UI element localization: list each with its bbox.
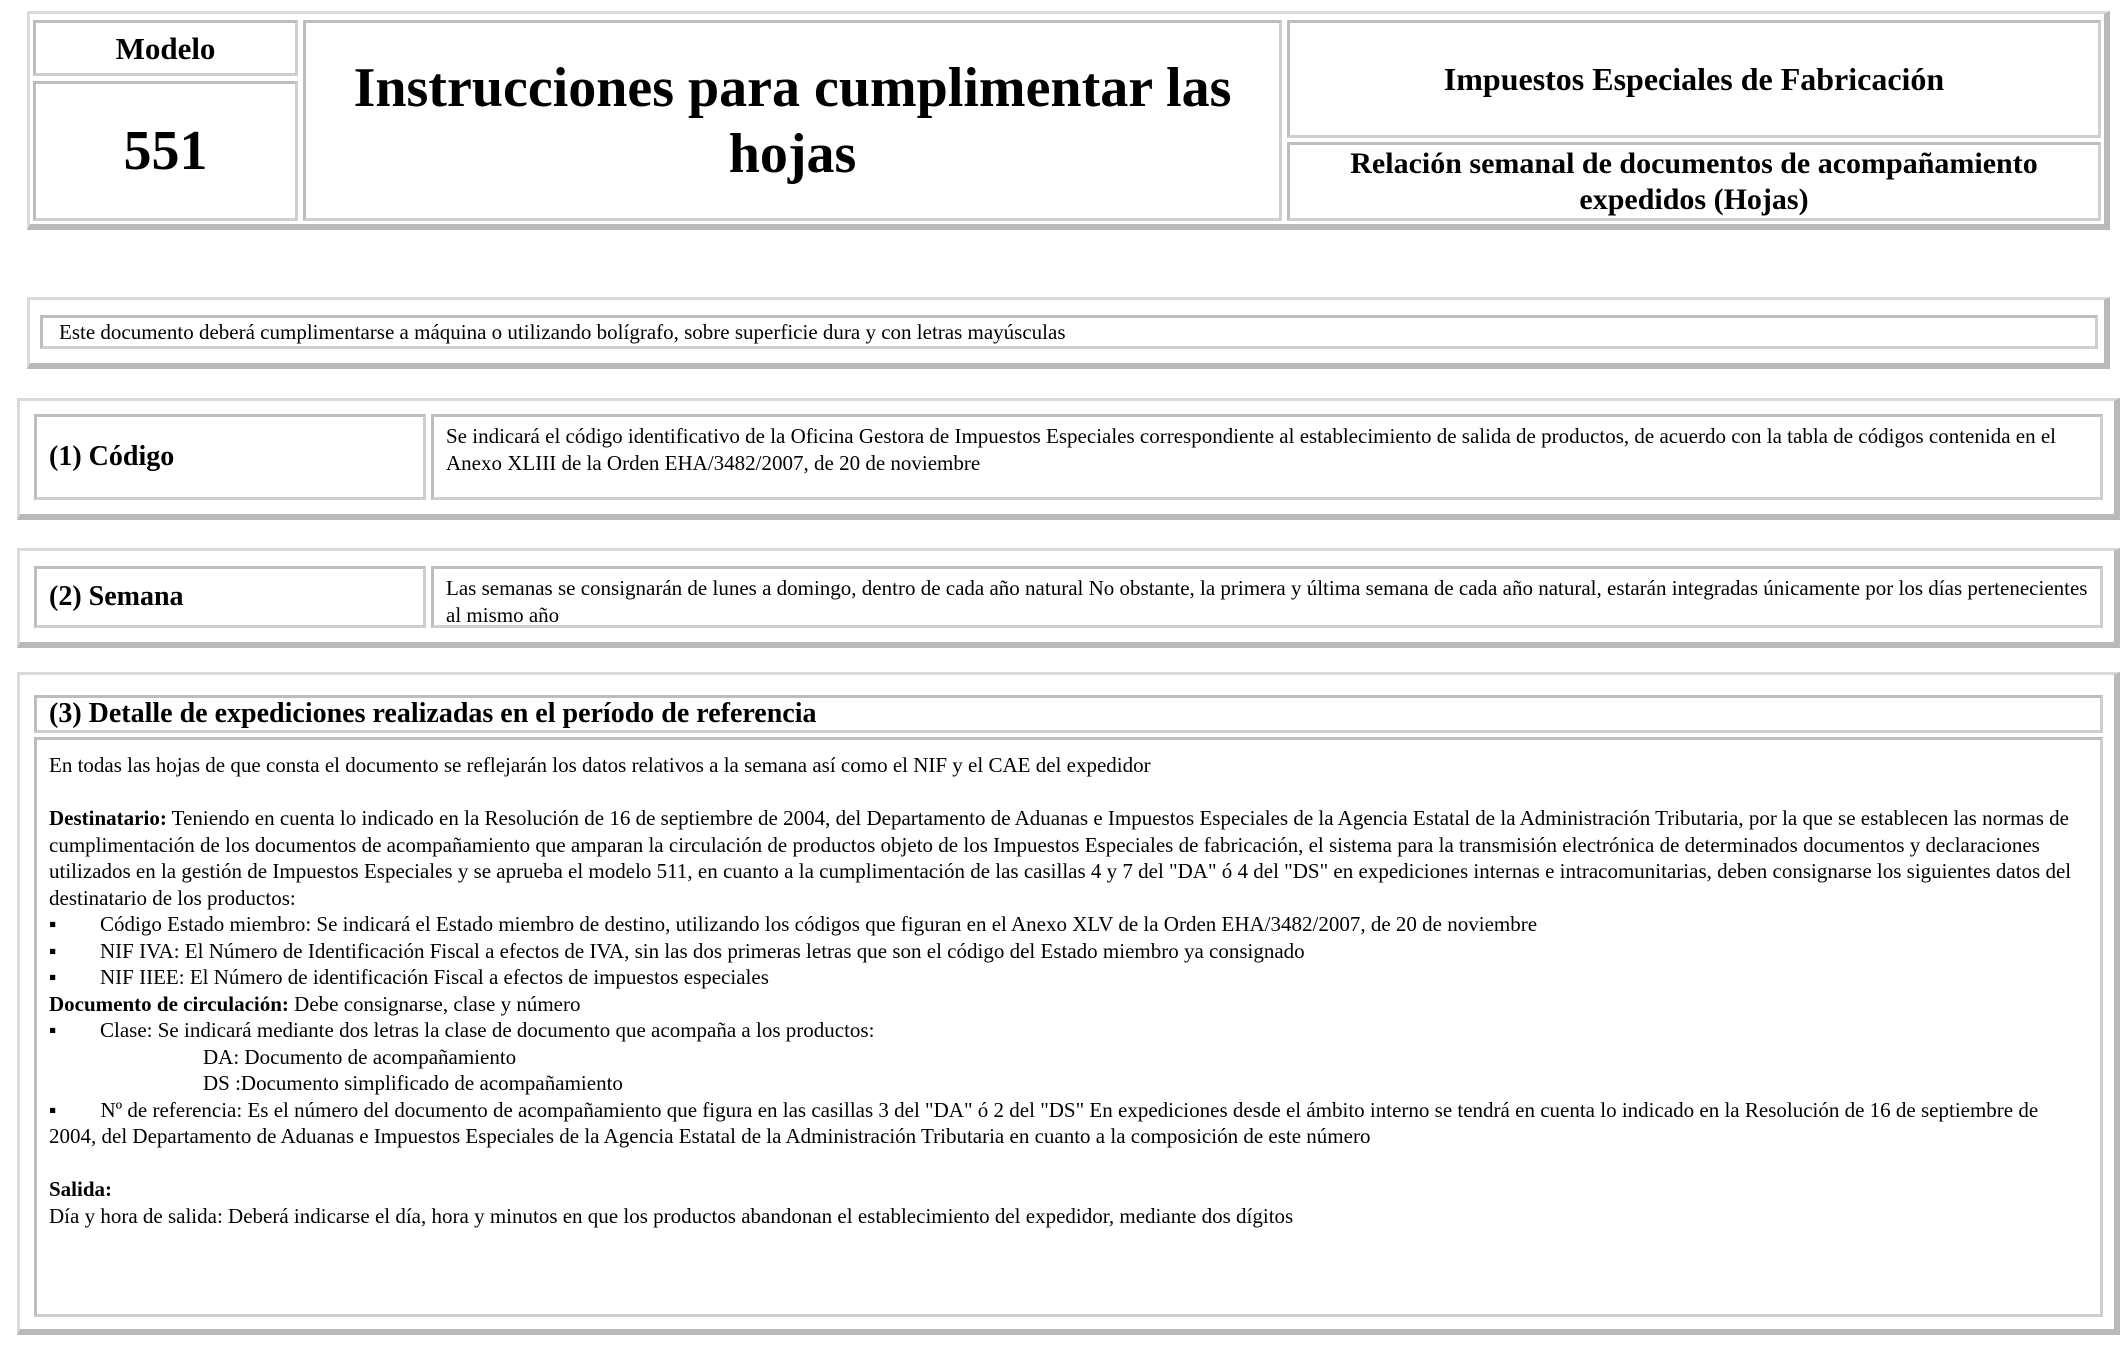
page-title: Instrucciones para cumplimentar las hojas <box>303 20 1282 221</box>
documento-label: Documento de circulación: <box>49 991 289 1016</box>
documento-text: Debe consignarse, clase y número <box>288 991 581 1016</box>
list-item: ▪ Nº de referencia: Es el número del documento de acompañamiento que figura en las casillas 3 del "DA" ó 2 del "DS" En expediciones desde el ámbito interno se tendrá en cuenta lo indicado en la Resolución de 16 de septiembre de 2004, del Departamento de Aduanas e Impuestos Especiales de la Agencia Estatal de la Administración Tributaria en cuanto a la composición de este número <box>49 1097 2039 1148</box>
destinatario-label: Destinatario: <box>49 806 167 830</box>
list-item: ▪ NIF IIEE: El Número de identificación Fiscal a efectos de impuestos especiales <box>49 965 769 989</box>
list-item: ▪ Código Estado miembro: Se indicará el Estado miembro de destino, utilizando los códigos que figuran en el Anexo XLV de la Orden EHA/3482/2007, de 20 de noviembre <box>49 912 1538 936</box>
list-item: ▪ NIF IVA: El Número de Identificación Fiscal a efectos de IVA, sin las dos primeras letras que son el código del Estado miembro ya consignado <box>49 938 1305 963</box>
bullet-icon: ▪ <box>49 912 57 936</box>
bullet-icon: ▪ <box>49 1018 57 1042</box>
modelo-label: Modelo <box>33 20 298 76</box>
list-item: ▪ Clase: Se indicará mediante dos letras la clase de documento que acompaña a los productos: <box>49 1018 875 1042</box>
clase-option-ds: DS :Documento simplificado de acompañamiento <box>203 1071 623 1095</box>
codigo-label: (1) Código <box>34 414 426 500</box>
semana-description: Las semanas se consignarán de lunes a domingo, dentro de cada año natural No obstante, la primera y última semana de cada año natural, estarán integradas únicamente por los días pertenecientes al mismo año <box>431 566 2103 628</box>
documento-paragraph <box>49 991 2086 1018</box>
bullet-icon: ▪ <box>49 965 57 989</box>
destinatario-paragraph <box>49 805 2086 911</box>
tax-name: Impuestos Especiales de Fabricación <box>1287 20 2101 138</box>
detalle-body <box>34 737 2103 1317</box>
salida-text: Día y hora de salida: Deberá indicarse el día, hora y minutos en que los productos abandonan el establecimiento del expedidor, mediante dos dígitos <box>49 1203 1294 1228</box>
destinatario-text: Teniendo en cuenta lo indicado en la Resolución de 16 de septiembre de 2004, del Departamento de Aduanas e Impuestos Especiales de la Agencia Estatal de la Administración Tributaria, por la que se establecen las normas de cumplimentación de los documentos de acompañamiento que amparan la circulación de productos objeto de los Impuestos Especiales de fabricación, el sistema para la transmisión electrónica de determinados documentos y declaraciones utilizados en la gestión de Impuestos Especiales y se aprueba el modelo 511, en cuanto a la cumplimentación de las casillas 4 y 7 del "DA" ó 4 del "DS" en expediciones internas e intracomunitarias, deben consignarse los siguientes datos del destinatario de los productos: <box>49 806 2072 910</box>
form-subtitle: Relación semanal de documentos de acompañamiento expedidos (Hojas) <box>1287 142 2101 221</box>
salida-label: Salida: <box>49 1177 113 1201</box>
clase-option-da: DA: Documento de acompañamiento <box>203 1044 517 1069</box>
modelo-number: 551 <box>33 81 298 221</box>
codigo-description: Se indicará el código identificativo de la Oficina Gestora de Impuestos Especiales correspondiente al establecimiento de salida de productos, de acuerdo con la tabla de códigos contenida en el Anexo XLIII de la Orden EHA/3482/2007, de 20 de noviembre <box>431 414 2103 500</box>
bullet-icon: ▪ <box>49 938 57 963</box>
semana-label: (2) Semana <box>34 566 426 628</box>
detalle-title: (3) Detalle de expediciones realizadas en el período de referencia <box>34 695 2103 733</box>
instructions-note: Este documento deberá cumplimentarse a máquina o utilizando bolígrafo, sobre superficie dura y con letras mayúsculas <box>40 315 2098 349</box>
intro-text: En todas las hojas de que consta el documento se reflejarán los datos relativos a la semana así como el NIF y el CAE del expedidor <box>49 753 1151 777</box>
bullet-icon: ▪ <box>49 1097 57 1122</box>
